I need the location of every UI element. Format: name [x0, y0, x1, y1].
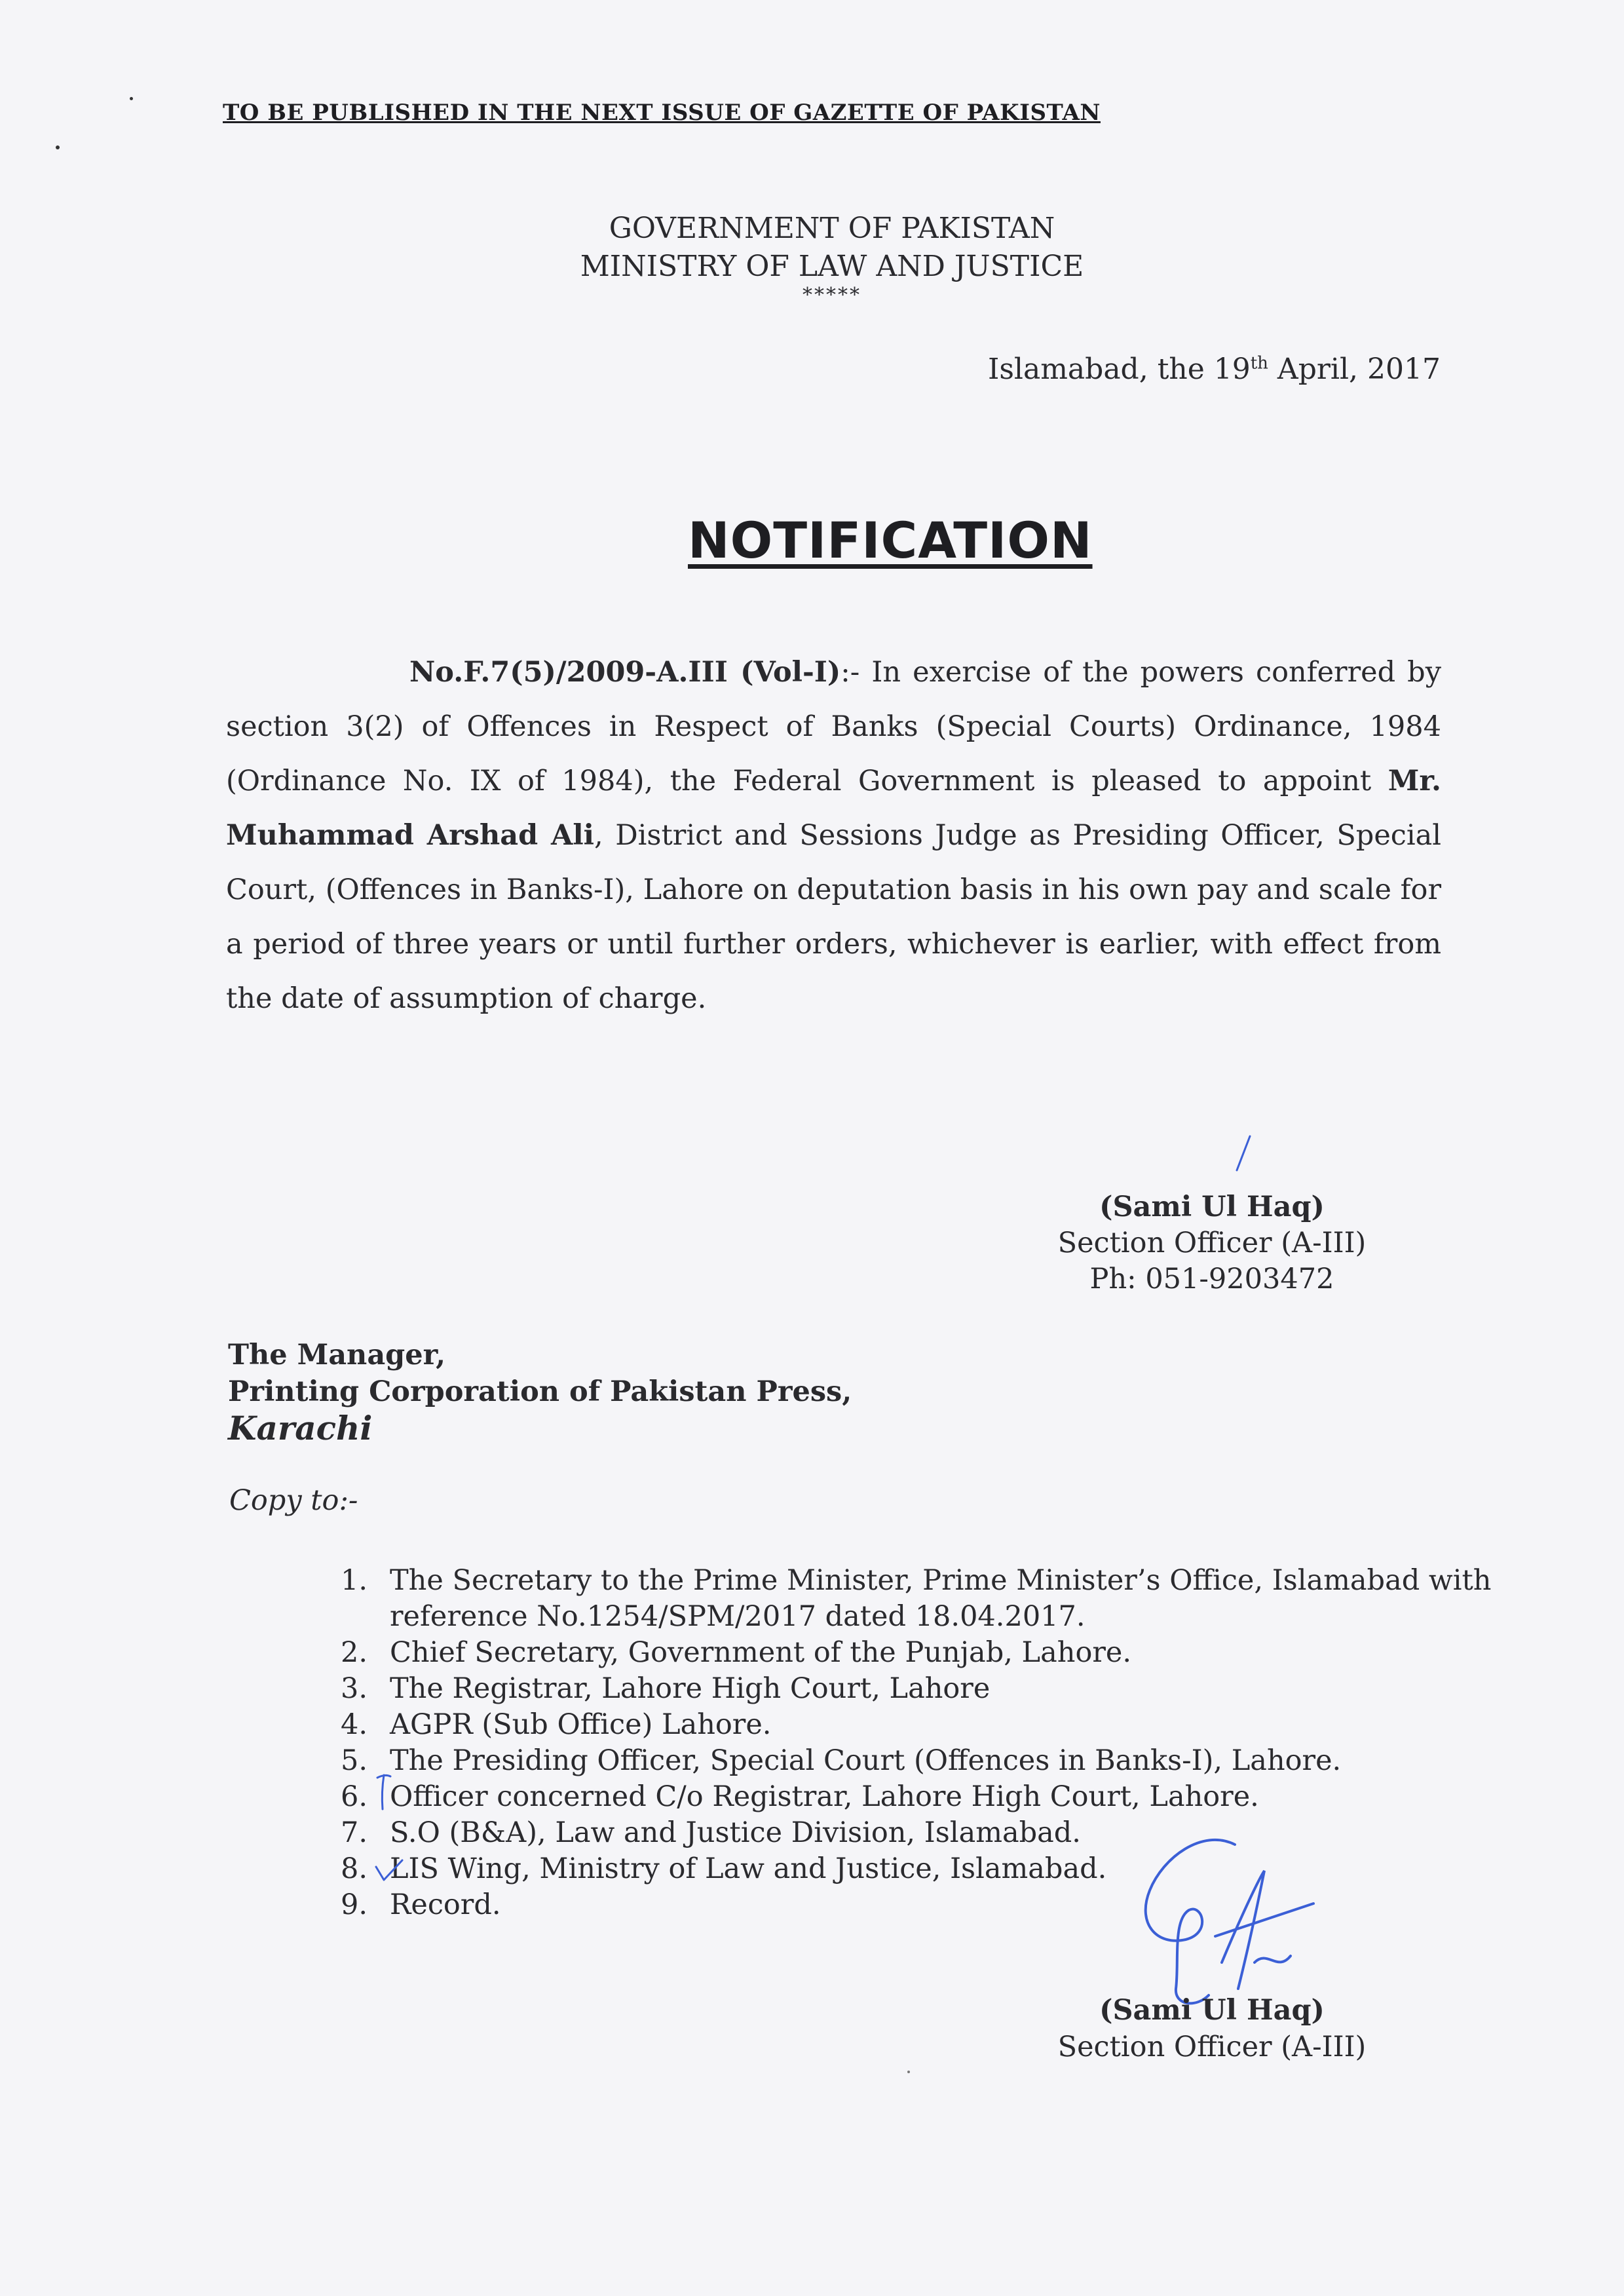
letterhead — [52, 210, 1612, 305]
list-item-number: 7. — [341, 1816, 368, 1849]
body-text-2: , District and Sessions Judge as Presiding Officer, Special Court, (Offences in Banks-I), Lahore on deputation basis in his own pay and scale for a period of three years or until further orders, whichever is earlier, with effect from the date of assumption of charge. — [226, 819, 1441, 1015]
addressee-line-2: Printing Corporation of Pakistan Press, — [228, 1375, 852, 1408]
body-text-1: :- In exercise of the powers conferred by section 3(2) of Offences in Respect of Banks (Special Courts) Ordinance, 1984 (Ordinance No. IX of 1984), the Federal Government is pleased to appoint — [226, 656, 1441, 797]
list-item-number: 1. — [341, 1564, 368, 1597]
speck-mark — [130, 97, 133, 100]
header-separator: ***** — [803, 284, 861, 307]
page-title: NOTIFICATION — [688, 511, 1093, 569]
handwritten-signature-icon — [1124, 1831, 1333, 2015]
list-item-text: AGPR (Sub Office) Lahore. — [390, 1708, 772, 1741]
list-item-text: The Secretary to the Prime Minister, Prime Minister’s Office, Islamabad with reference No.1254/SPM/2017 dated 18.04.2017. — [390, 1564, 1492, 1633]
list-item-text: Chief Secretary, Government of the Punjab, Lahore. — [390, 1636, 1132, 1669]
pen-mark-icon — [372, 1772, 398, 1812]
date-rest: April, 2017 — [1268, 353, 1441, 386]
notification-body — [226, 645, 1441, 1026]
issue-date — [988, 353, 1441, 386]
list-item-text: LIS Wing, Ministry of Law and Justice, Islamabad. — [390, 1852, 1107, 1885]
date-prefix: Islamabad, the 19 — [987, 353, 1251, 386]
speck-mark — [56, 145, 60, 149]
list-item — [341, 1635, 1494, 1671]
reference-number: No.F.7(5)/2009-A.III (Vol-I) — [409, 656, 841, 689]
list-item — [341, 1779, 1494, 1815]
ministry-heading: MINISTRY OF LAW AND JUSTICE — [580, 250, 1084, 283]
list-item-number: 6. — [341, 1780, 368, 1813]
signatory-block — [1009, 1992, 1415, 2065]
list-item-number: 2. — [341, 1636, 368, 1669]
list-item-text: The Presiding Officer, Special Court (Offences in Banks-I), Lahore. — [390, 1744, 1342, 1777]
list-item — [341, 1743, 1494, 1779]
gazette-notice: TO BE PUBLISHED IN THE NEXT ISSUE OF GAZETTE OF PAKISTAN — [223, 100, 1101, 126]
addressee-line-1: The Manager, — [228, 1339, 446, 1371]
signatory-phone: Ph: 051-9203472 — [1089, 1263, 1334, 1295]
addressee-city: Karachi — [228, 1409, 373, 1447]
list-item — [341, 1563, 1494, 1635]
government-heading: GOVERNMENT OF PAKISTAN — [609, 212, 1055, 245]
signatory-name: (Sami Ul Haq) — [1099, 1191, 1325, 1223]
signatory-designation: Section Officer (A-III) — [1057, 2031, 1367, 2063]
signatory-designation: Section Officer (A-III) — [1057, 1227, 1367, 1259]
appointee-name: Mr. Muhammad Arshad Ali — [226, 765, 1441, 852]
copy-to-label: Copy to:- — [229, 1484, 358, 1517]
addressee-block — [228, 1337, 852, 1447]
list-item-number: 4. — [341, 1708, 368, 1741]
list-item-text: S.O (B&A), Law and Justice Division, Islamabad. — [390, 1816, 1081, 1849]
list-item-text: Record. — [390, 1888, 501, 1921]
list-item-number: 5. — [341, 1744, 368, 1777]
signatory-block — [1009, 1189, 1415, 1297]
list-item-text: The Registrar, Lahore High Court, Lahore — [390, 1672, 991, 1705]
list-item-text: Officer concerned C/o Registrar, Lahore High Court, Lahore. — [390, 1780, 1259, 1813]
list-item-number: 3. — [341, 1672, 368, 1705]
list-item — [341, 1671, 1494, 1707]
list-item-number: 9. — [341, 1888, 368, 1921]
date-ordinal: th — [1250, 353, 1268, 373]
checkmark-icon — [373, 1858, 406, 1884]
signatory-name: (Sami Ul Haq) — [1099, 1994, 1325, 2027]
speck-mark — [907, 2071, 910, 2073]
list-item-number: 8. — [341, 1852, 368, 1885]
pen-tick-icon — [1230, 1134, 1256, 1173]
list-item — [341, 1707, 1494, 1743]
